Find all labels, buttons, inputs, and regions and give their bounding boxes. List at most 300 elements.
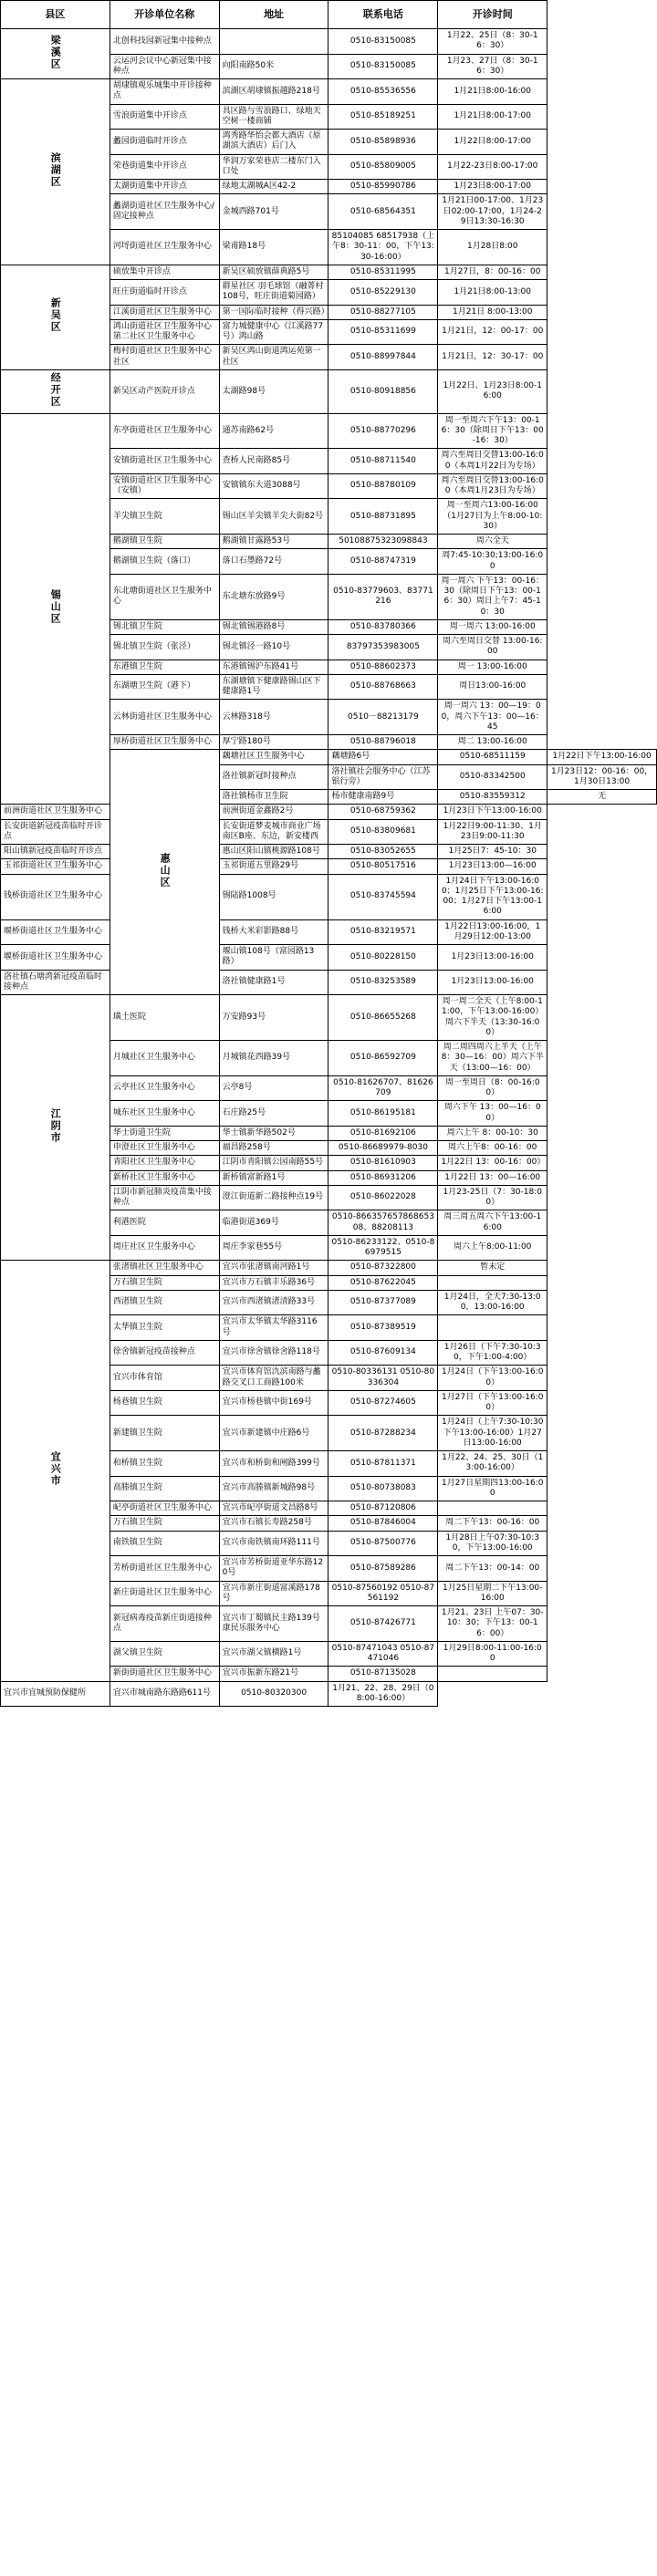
cell-time: 1月23日13:00—16:00 — [438, 859, 548, 874]
cell-addr: 惠山区阳山镇桃源路108号 — [219, 845, 328, 859]
table-row — [1, 919, 657, 945]
district-cell — [1, 369, 110, 413]
cell-tel: 0510-85311995 — [328, 265, 438, 279]
table-row — [1, 970, 657, 995]
cell-tel: 0510-83150085 — [328, 29, 438, 55]
cell-addr: 宜兴市城南路东路路611号 — [110, 1681, 219, 1707]
cell-time: 周二周四周六上半天（上午8：30—16：00）周六下半天（13:00—16：00） — [438, 1041, 548, 1076]
cell-addr: 群星社区 羽毛球馆（融菁村108号，旺庄街道菊园路） — [219, 280, 328, 306]
cell-addr: 通苏南路62号 — [219, 413, 328, 449]
table-row — [1, 945, 657, 971]
cell-addr: 华士镇新华路502号 — [219, 1126, 328, 1140]
cell-unit: 洛社镇石塘湾新冠疫苗临时接种点 — [1, 970, 110, 995]
cell-time: 周六至周日交替13:00-16:00（本周1月23日为专场） — [438, 473, 548, 499]
header-district: 县区 — [1, 1, 110, 29]
cell-time: 1月22日8:00-17:00 — [438, 130, 548, 155]
cell-time — [438, 1315, 548, 1341]
district-cell — [1, 413, 110, 805]
cell-tel: 0510-87135028 — [328, 1667, 438, 1681]
cell-addr: 宜兴市和桥街和闸路399号 — [219, 1451, 328, 1477]
cell-time: 1月28日8:00 — [438, 230, 548, 265]
cell-unit: 硕放集中开诊点 — [110, 265, 219, 279]
cell-addr — [219, 29, 328, 55]
cell-addr: 堰山镇108号（富园路13路） — [219, 945, 328, 971]
cell-addr: 向阳南路50米 — [219, 54, 328, 79]
cell-unit: 周庄社区卫生服务中心 — [110, 1235, 219, 1261]
cell-unit: 厚桥街道社区卫生服务中心 — [110, 735, 219, 750]
cell-tel: 0510-83559312 — [438, 790, 548, 805]
table-row — [1, 859, 657, 874]
cell-tel: 0510-83780366 — [328, 619, 438, 634]
cell-unit: 玉祁街道社区卫生服务中心 — [1, 859, 110, 874]
cell-tel: 0510-86233122、0510-86979515 — [328, 1235, 438, 1261]
district-label: 经开区 — [49, 371, 62, 408]
cell-unit: 堰桥街道社区卫生服务中心 — [1, 945, 110, 971]
cell-time: 1月22日、1月23日8:00-16:00 — [438, 369, 548, 413]
cell-tel: 0510-83150085 — [328, 54, 438, 79]
cell-unit: 锡北镇卫生院 — [110, 619, 219, 634]
cell-addr: 具区路与雪浪路口、绿地天空树一楼商铺 — [219, 104, 328, 130]
cell-tel: 0510-80228150 — [328, 945, 438, 971]
table-body — [1, 29, 657, 1707]
cell-tel: 0510-83745594 — [328, 874, 438, 919]
cell-time: 1月21日00-17:00、1月23日02:00-17:00，1月24-29日13:30-16:30 — [438, 194, 548, 230]
cell-tel: 0510-87120806 — [328, 1501, 438, 1516]
cell-time: 1月24日（下午13:00-16:00） — [438, 1366, 548, 1391]
table-row — [1, 413, 657, 449]
cell-addr: 新吴区硕放镇薛典路5号 — [219, 265, 328, 279]
cell-tel: 0510-87274605 — [328, 1390, 438, 1416]
cell-unit: 河埒街道社区卫生服务中心 — [110, 230, 219, 265]
cell-unit: 洛社镇杨市卫生院 — [219, 790, 328, 805]
cell-time: 周六全天 — [438, 535, 548, 549]
cell-time: 1月24日，全天7:30-13:00，13:00-16:00 — [438, 1290, 548, 1315]
cell-time — [438, 1667, 548, 1681]
cell-addr: 富力城健康中心（江溪路77号）鸿山路 — [219, 319, 328, 345]
cell-unit: 洛社镇新冠时接种点 — [219, 764, 328, 790]
cell-time: 1月23日12：00-16：00，1月30日13:00 — [548, 764, 657, 790]
header-phone: 联系电话 — [328, 1, 438, 29]
cell-unit: 高塍镇卫生院 — [110, 1476, 219, 1501]
cell-time: 1月26日（下午7:30-10:30，下午1:00-4:00） — [438, 1340, 548, 1366]
cell-addr: 宜兴市南铁镇南环路111号 — [219, 1531, 328, 1556]
cell-addr: 查桥人民南路85号 — [219, 449, 328, 474]
cell-addr: 宜兴市丁蜀镇民主路139号康民乐服务中心 — [219, 1606, 328, 1642]
cell-time: 1月27日（下午13:00-16:00） — [438, 1390, 548, 1416]
table-row — [1, 805, 657, 819]
cell-unit: 芳桥街道社区卫生服务中心 — [110, 1556, 219, 1582]
table-row — [1, 995, 657, 1041]
table-row — [1, 265, 657, 279]
cell-addr: 宜兴市太华镇太华路3116号 — [219, 1315, 328, 1341]
cell-tel: 0510-85898936 — [328, 130, 438, 155]
cell-time: 1月21日8:00-13:00 — [438, 280, 548, 306]
cell-tel: 0510-86195181 — [328, 1101, 438, 1127]
cell-addr: 长安街道梦麦城市商业广场南区B座、东边，新安楼西 — [219, 819, 328, 845]
cell-time — [438, 1501, 548, 1516]
cell-unit: 锡北镇卫生院（张泾） — [110, 635, 219, 660]
cell-unit: 璜土医院 — [110, 995, 219, 1041]
cell-unit: 宜兴市体育馆 — [110, 1366, 219, 1391]
cell-unit: 安镇街道社区卫生服务中心（安镇） — [110, 473, 219, 499]
cell-time: 周一周六 下午13：00-16：30（除周日下午13：00-16：30）周日上午7：45-10：30 — [438, 574, 548, 619]
cell-time: 无 — [548, 790, 657, 805]
cell-tel: 0510-87560192 0510-87561192 — [328, 1581, 438, 1606]
cell-unit: 东亭街道社区卫生服务中心 — [110, 413, 219, 449]
cell-time: 1月29日8:00-11:00-16:00 — [438, 1641, 548, 1667]
cell-addr: 绿地太湖城A区42-2 — [219, 180, 328, 194]
cell-tel: 0510-68759362 — [328, 805, 438, 819]
cell-unit: 堰桥街道社区卫生服务中心 — [1, 919, 110, 945]
cell-tel: 0510-88768663 — [328, 674, 438, 700]
cell-unit: 万石镇卫生院 — [110, 1275, 219, 1290]
cell-tel: 0510-80517516 — [328, 859, 438, 874]
cell-time: 1月22日 13：00—16:00 — [438, 1170, 548, 1185]
cell-tel: 0510-87811371 — [328, 1451, 438, 1477]
cell-tel: 0510-87846004 — [328, 1516, 438, 1531]
cell-unit: 长安街道新冠疫苗临时开诊点 — [1, 819, 110, 845]
cell-unit: 鹅湖镇卫生院 — [110, 535, 219, 549]
cell-tel: 0510-81692106 — [328, 1126, 438, 1140]
cell-time: 1月25日星期二下午13:00-16:00 — [438, 1581, 548, 1606]
cell-addr: 万安路93号 — [219, 995, 328, 1041]
cell-time: 1月23日下午13:00-16:00 — [438, 805, 548, 819]
cell-time: 周六上午 8：00-10：30 — [438, 1126, 548, 1140]
cell-tel: 0510-80336131 0510-80336304 — [328, 1366, 438, 1391]
cell-unit: 湖父镇卫生院 — [110, 1641, 219, 1667]
district-cell — [1, 29, 110, 79]
cell-addr: 太湖路98号 — [219, 369, 328, 413]
cell-addr: 东北塘东放路9号 — [219, 574, 328, 619]
cell-tel: 85104085 68517938（上午8：30-11：00，下午13:30-16:00） — [328, 230, 438, 265]
cell-tel: 0510-68564351 — [328, 194, 438, 230]
cell-unit: 胡埭镇观乐城集中开诊接种点 — [110, 79, 219, 105]
district-label: 新吴区 — [49, 297, 62, 334]
district-cell — [1, 265, 110, 369]
cell-tel: 0510-83052655 — [328, 845, 438, 859]
cell-addr: 宜兴市杨巷镇中街169号 — [219, 1390, 328, 1416]
cell-unit: 东北塘街道社区卫生服务中心 — [110, 574, 219, 619]
cell-time: 周日13:00-16:00 — [438, 674, 548, 700]
cell-unit: 申澄社区卫生服务中心 — [110, 1141, 219, 1156]
cell-time: 1月27日，8：00-16：00 — [438, 265, 548, 279]
cell-addr: 华润万家荣巷店二楼东门入口处 — [219, 154, 328, 180]
cell-unit: 钱桥街道社区卫生服务中心 — [1, 874, 110, 919]
cell-unit: 城东社区卫生服务中心 — [110, 1101, 219, 1127]
cell-time: 1月21日8:00-17:00 — [438, 104, 548, 130]
cell-time: 周一周六 13：00—19：00，周六下午13：00—16：45 — [438, 700, 548, 735]
cell-addr: 宜兴市徐舍镇徐舍路118号 — [219, 1340, 328, 1366]
cell-tel: 0510-86931206 — [328, 1170, 438, 1185]
table-row — [1, 874, 657, 919]
cell-addr: 安镇镇东大道3088号 — [219, 473, 328, 499]
cell-unit: 蠡园街道临时开诊点 — [110, 130, 219, 155]
district-cell — [110, 750, 219, 995]
cell-addr: 厚宁路180号 — [219, 735, 328, 750]
cell-tel: 83797353983005 — [328, 635, 438, 660]
cell-unit: 徐舍镇新冠疫苗接种点 — [110, 1340, 219, 1366]
cell-unit: 新街街道社区卫生服务中心 — [110, 1667, 219, 1681]
district-label: 惠山区 — [159, 852, 172, 888]
cell-time: 周一周二全天（上午8:00-11:00，下午13:00-16:00）周六下半天（13:30-16:00） — [438, 995, 548, 1041]
cell-time: 1月22日 13：00-16：00） — [438, 1156, 548, 1170]
cell-time: 1月21、23日 上午07：30-10：30；下午13：00-16：00） — [438, 1606, 548, 1642]
cell-time: 1月22日13:00-16:00，1月29日12:00-13:00 — [438, 919, 548, 945]
cell-unit: 宜兴市宜城预防保健所 — [1, 1681, 110, 1707]
cell-time: 周7:45-10:30;13:00-16:00 — [438, 549, 548, 575]
cell-time: 周六上午8：00-16：00 — [438, 1141, 548, 1156]
cell-tel: 0510-87377089 — [328, 1290, 438, 1315]
district-label: 梁溪区 — [49, 34, 62, 70]
cell-tel: 50108875323098843 — [328, 535, 438, 549]
cell-addr: 玉祁街道五里路29号 — [219, 859, 328, 874]
cell-unit: 阳山镇新冠疫苗临时开诊点 — [1, 845, 110, 859]
cell-addr: 杨市健康南路9号 — [328, 790, 438, 805]
cell-time: 1月28日上午07:30-10:30，下午13:00-16:00 — [438, 1531, 548, 1556]
cell-tel: 0510-85311699 — [328, 319, 438, 345]
cell-tel: 0510-68511159 — [438, 750, 548, 764]
district-label: 宜兴市 — [49, 1451, 62, 1487]
cell-time: 1月24日（上午7:30-10:30 下午13:00-16:00）1月27日13:00-16:00 — [438, 1416, 548, 1451]
cell-addr: 东港镇锡沪东路41号 — [219, 660, 328, 674]
district-label: 锡山区 — [49, 589, 62, 625]
cell-tel: 0510-88780109 — [328, 473, 438, 499]
cell-unit: 云运河会议中心新冠集中接种点 — [110, 54, 219, 79]
cell-tel: 0510-87471043 0510-87471046 — [328, 1641, 438, 1667]
cell-addr: 澄江街道新二路接种点19号 — [219, 1185, 328, 1210]
cell-addr: 金城西路701号 — [219, 194, 328, 230]
cell-addr: 洛社镇健康路1号 — [219, 970, 328, 995]
district-cell — [1, 79, 110, 265]
cell-time: 1月21日8:00-16:00 — [438, 79, 548, 105]
cell-tel: 0510－88213179 — [328, 700, 438, 735]
cell-addr: 福昌路258号 — [219, 1141, 328, 1156]
cell-time: 周六至周日交替 13:00-16:00 — [438, 635, 548, 660]
cell-addr: 前洲街道金鑫路2号 — [219, 805, 328, 819]
cell-time: 周一至周六下午13：00-16：30（除周日下午13：00-16：30） — [438, 413, 548, 449]
cell-addr: 周庄李家巷55号 — [219, 1235, 328, 1261]
table-header-row — [1, 1, 657, 29]
cell-tel: 0510-80320300 — [219, 1681, 328, 1707]
cell-tel: 0510-87500776 — [328, 1531, 438, 1556]
cell-tel: 0510-83779603、83771216 — [328, 574, 438, 619]
cell-unit: 南铁镇卫生院 — [110, 1531, 219, 1556]
cell-addr: 宜兴市振新东路21号 — [219, 1667, 328, 1681]
cell-unit: 蠡湖街道社区卫生服务中心/固定接种点 — [110, 194, 219, 230]
cell-unit: 青阳社区卫生服务中心 — [110, 1156, 219, 1170]
cell-unit: 利港医院 — [110, 1210, 219, 1236]
cell-time: 1月23-25日（7：30-18:00） — [438, 1185, 548, 1210]
cell-addr: 第一国际临时接种（得兴路） — [219, 305, 328, 319]
cell-tel: 0510-83219571 — [328, 919, 438, 945]
district-cell — [1, 995, 110, 1261]
cell-addr: 宜兴市张渚镇南河路1号 — [219, 1261, 328, 1275]
table-row — [1, 1261, 657, 1275]
cell-time: 1月23日8:00-17:00 — [438, 180, 548, 194]
header-unit: 开诊单位名称 — [110, 1, 219, 29]
cell-unit: 荣巷街道集中开诊点 — [110, 154, 219, 180]
cell-unit: 鹅湖镇卫生院（落口） — [110, 549, 219, 575]
cell-addr: 锡北镇泾一路10号 — [219, 635, 328, 660]
cell-addr: 鸿秀路华怡会都大酒店（原湖滨大酒店）后门入 — [219, 130, 328, 155]
cell-addr: 宜兴市新建镇中庄路6号 — [219, 1416, 328, 1451]
table-row — [1, 819, 657, 845]
cell-unit: 和桥镇卫生院 — [110, 1451, 219, 1477]
cell-tel: 0510-86022028 — [328, 1185, 438, 1210]
cell-tel: 0510-87389519 — [328, 1315, 438, 1341]
cell-tel: 0510-87622045 — [328, 1275, 438, 1290]
table-row — [1, 79, 657, 105]
cell-unit: 万石镇卫生院 — [110, 1516, 219, 1531]
cell-time: 1月27日星期四13:00-16:00 — [438, 1476, 548, 1501]
cell-unit: 杨巷镇卫生院 — [110, 1390, 219, 1416]
cell-time: 周六至周日交替13:00-16:00（本周1月22日为专场） — [438, 449, 548, 474]
cell-time: 1月23日13:00-16:00 — [438, 970, 548, 995]
header-time: 开诊时间 — [438, 1, 548, 29]
cell-addr: 宜兴市石镇长寿路258号 — [219, 1516, 328, 1531]
cell-addr: 宜兴市高塍镇新城路98号 — [219, 1476, 328, 1501]
cell-unit: 江溪街道社区卫生服务中心 — [110, 305, 219, 319]
cell-addr: 洛社镇社会服务中心（江苏银行旁） — [328, 764, 438, 790]
cell-unit: 前洲街道社区卫生服务中心 — [1, 805, 110, 819]
cell-time: 1月25日7：45-10：30 — [438, 845, 548, 859]
cell-time: 1月22-23日8:00-17:00 — [438, 154, 548, 180]
cell-tel: 0510-87426771 — [328, 1606, 438, 1642]
cell-tel: 0510-80918856 — [328, 369, 438, 413]
cell-addr: 月城镇花西路39号 — [219, 1041, 328, 1076]
cell-tel: 0510-86655268 — [328, 995, 438, 1041]
cell-time: 暂未定 — [438, 1261, 548, 1275]
cell-tel: 0510-88602373 — [328, 660, 438, 674]
cell-addr: 宜兴市万石镇丰乐路36号 — [219, 1275, 328, 1290]
cell-tel: 0510-83253589 — [328, 970, 438, 995]
cell-tel: 0510-86689979-8030 — [328, 1141, 438, 1156]
cell-tel: 0510-86635765786865308、88208113 — [328, 1210, 438, 1236]
cell-addr: 锡陆路1008号 — [219, 874, 328, 919]
cell-time: 1月21日，12：30-17：00 — [438, 345, 548, 370]
cell-unit: 新冠病毒疫苗新庄街道接种点 — [110, 1606, 219, 1642]
district-label: 江阴市 — [49, 1107, 62, 1144]
table-row — [1, 845, 657, 859]
cell-unit: 张渚镇社区卫生服务中心 — [110, 1261, 219, 1275]
cell-tel: 0510-88770296 — [328, 413, 438, 449]
cell-tel: 0510-85809005 — [328, 154, 438, 180]
cell-unit: 雪浪街道集中开诊点 — [110, 104, 219, 130]
table-row — [1, 369, 657, 413]
cell-time: 1月22、24、25、30日（13:00-16:00） — [438, 1451, 548, 1477]
cell-addr: 东湖塘镇下健康路锡山区下健康路1号 — [219, 674, 328, 700]
cell-tel: 0510-81610903 — [328, 1156, 438, 1170]
cell-addr: 滨湖区胡埭镇振越路218号 — [219, 79, 328, 105]
cell-unit: 东湖塘卫生院（港下） — [110, 674, 219, 700]
cell-unit: 华士街道卫生院 — [110, 1126, 219, 1140]
cell-tel: 0510-87589286 — [328, 1556, 438, 1582]
cell-addr: 钱桥大米彩影路88号 — [219, 919, 328, 945]
cell-unit: 北创科技园新冠集中接种点 — [110, 29, 219, 55]
cell-time: 1月22日9:00-11:30、1月23日9:00-11:30 — [438, 819, 548, 845]
cell-time: 1月21、22、28、29日（08:00-16:00） — [328, 1681, 438, 1707]
cell-addr: 宜兴市西渚镇渚清路33号 — [219, 1290, 328, 1315]
cell-addr: 宜兴市新庄街道富溪路178号 — [219, 1581, 328, 1606]
cell-time: 1月24日下午13:00-16:00；1月25日下午13:00-16:00；1月27日下午13:00-16:00 — [438, 874, 548, 919]
cell-tel: 0510-81626707、81626709 — [328, 1075, 438, 1101]
cell-tel: 0510-85990786 — [328, 180, 438, 194]
cell-tel: 0510-86592709 — [328, 1041, 438, 1076]
cell-unit: 新吴区动产医院开诊点 — [110, 369, 219, 413]
cell-tel: 0510-87288234 — [328, 1416, 438, 1451]
cell-time: 周二下午13：00-16：00 — [438, 1516, 548, 1531]
cell-addr: 新桥镇富新路1号 — [219, 1170, 328, 1185]
cell-unit: 藕塘社区卫生服务中心 — [219, 750, 328, 764]
cell-tel: 0510-85536556 — [328, 79, 438, 105]
cell-addr: 云林路318号 — [219, 700, 328, 735]
cell-addr: 新吴区鸿山街道鸿运苑第一社区 — [219, 345, 328, 370]
cell-unit: 新庄街道社区卫生服务中心 — [110, 1581, 219, 1606]
cell-tel: 0510-88997844 — [328, 345, 438, 370]
cell-tel: 0510-83809681 — [328, 819, 438, 845]
cell-addr: 云亭8号 — [219, 1075, 328, 1101]
cell-tel: 0510-87322800 — [328, 1261, 438, 1275]
cell-addr: 落口石墨路72号 — [219, 549, 328, 575]
cell-unit: 太华镇卫生院 — [110, 1315, 219, 1341]
cell-addr: 锡北镇锡港路8号 — [219, 619, 328, 634]
cell-unit: 梅村街道社区卫生服务中心社区 — [110, 345, 219, 370]
cell-time: 1月23、27日（8：30-16：30） — [438, 54, 548, 79]
cell-unit: 羊尖镇卫生院 — [110, 499, 219, 535]
cell-time: 周一至周六13:00-16:00（1月27日为上午8:00-10:30） — [438, 499, 548, 535]
cell-addr: 梁甫路18号 — [219, 230, 328, 265]
cell-time: 1月23日13:00-16:00 — [438, 945, 548, 971]
table-row — [1, 29, 657, 55]
cell-unit: 江阴市新冠肺炎疫苗集中接种点 — [110, 1185, 219, 1210]
district-cell — [1, 1261, 110, 1681]
cell-time: 周六下午 13：00—16：00） — [438, 1101, 548, 1127]
cell-addr: 宜兴市体育馆氿滨南路与蠡路交叉口工商路100米 — [219, 1366, 328, 1391]
cell-addr: 宜兴市芳桥街道亚华东路120号 — [219, 1556, 328, 1582]
cell-tel: 0510-88747319 — [328, 549, 438, 575]
cell-time: 周一周六 13:00-16:00 — [438, 619, 548, 634]
cell-tel: 0510-88796018 — [328, 735, 438, 750]
cell-time: 1月21日 8:00-13:00 — [438, 305, 548, 319]
cell-time: 周六上午8:00-11:00 — [438, 1235, 548, 1261]
cell-tel: 0510-88277105 — [328, 305, 438, 319]
cell-unit: 安镇街道社区卫生服务中心 — [110, 449, 219, 474]
cell-time: 1月22日下午13:00-16:00 — [548, 750, 657, 764]
cell-addr: 江阴市青阳镇公园南路55号 — [219, 1156, 328, 1170]
table-row — [1, 1681, 657, 1707]
district-label: 滨湖区 — [49, 152, 62, 188]
cell-tel: 0510-88711540 — [328, 449, 438, 474]
header-address: 地址 — [219, 1, 328, 29]
cell-tel: 0510-85189251 — [328, 104, 438, 130]
cell-unit: 太湖街道集中开诊点 — [110, 180, 219, 194]
cell-unit: 新桥社区卫生服务中心 — [110, 1170, 219, 1185]
cell-unit: 旺庄街道临时开诊点 — [110, 280, 219, 306]
cell-unit: 西渚镇卫生院 — [110, 1290, 219, 1315]
cell-time: 周一至周日（8：00-16:00） — [438, 1075, 548, 1101]
cell-time: 周一 13:00-16:00 — [438, 660, 548, 674]
cell-unit: 屺亭街道社区卫生服务中心 — [110, 1501, 219, 1516]
cell-tel: 0510-87609134 — [328, 1340, 438, 1366]
cell-time — [438, 1275, 548, 1290]
cell-tel: 0510-83342500 — [438, 764, 548, 790]
cell-unit: 鸿山街道社区卫生服务中心第二社区卫生服务中心 — [110, 319, 219, 345]
cell-tel: 0510-85229130 — [328, 280, 438, 306]
cell-addr: 石庄路25号 — [219, 1101, 328, 1127]
cell-unit: 云亭社区卫生服务中心 — [110, 1075, 219, 1101]
cell-unit: 月城社区卫生服务中心 — [110, 1041, 219, 1076]
cell-time: 周三周五周六下午13:00-16:00 — [438, 1210, 548, 1236]
